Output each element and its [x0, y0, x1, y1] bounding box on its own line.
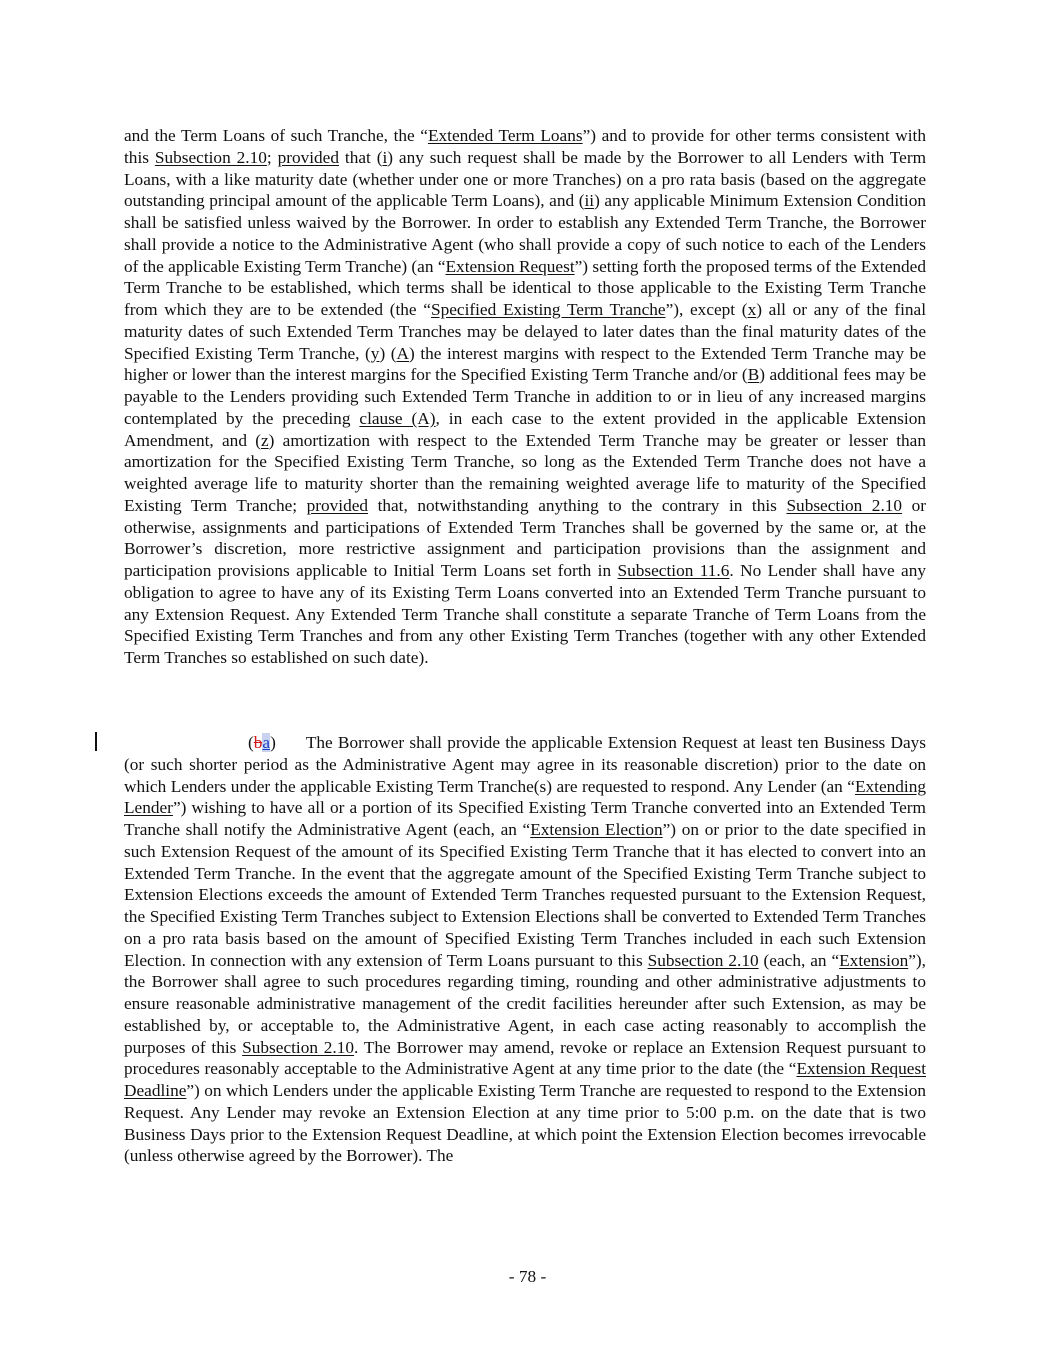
defined-term-extension-request: Extension Request	[445, 256, 575, 276]
paren-close: )	[270, 733, 276, 752]
text-run: ) any applicable Minimum Extension Condition shall be satisfied unless waived by the Borrower. In order to establish any Extended Term Tranche, the Borrower shall provide a notice to the Administrative Agent (who shall provide a copy of such notice to each of the Lenders of the applicable Existing Term Tranche) (an “	[124, 191, 926, 276]
paren-open: (	[248, 733, 254, 752]
clause-marker-z: z	[260, 430, 269, 450]
clause-marker-i: i	[382, 147, 388, 167]
text-run: ) all or any of the final maturity dates of such Extended Term Tranches may be delayed to later dates than the final maturity dates of the Specified Existing Term Tranche, (	[124, 300, 927, 363]
defined-term-extension-request-deadline: Extension Request Deadline	[124, 1059, 926, 1100]
deleted-section-letter: b	[253, 733, 263, 752]
text-run: (each, an “	[758, 950, 840, 970]
defined-term-extended-term-loans: Extended Term Loans	[427, 126, 583, 145]
cross-reference-subsection-2-10: Subsection 2.10	[154, 147, 267, 167]
clause-marker-a: A	[396, 343, 409, 363]
text-run: . No Lender shall have any obligation to agree to have any of its Existing Term Loans converted into an Extended Term Tranche pursuant to any Extension Request. Any Extended Term Tranche shall constitute a separate Tranche of Term Loans from the Specified Existing Term Tranches and from any other Existing Term Tranches (together with any other Extended Term Tranches so established on such date).	[124, 561, 927, 667]
text-run: ”), except (	[665, 300, 748, 319]
text-run: that, notwithstanding anything to the contrary in this	[368, 495, 787, 515]
text-run: ) amortization with respect to the Extended Term Tranche may be greater or lesser than amortization for the Specified Existing Term Tranche, so long as the Extended Term Tranche does not have a weighted average life to maturity shorter than the remaining weighted average life to maturity of the Specified Existing Term Tranche;	[124, 430, 926, 515]
cross-reference-clause-a: clause (A)	[359, 408, 436, 428]
text-run: ;	[266, 147, 278, 167]
cross-reference-subsection-11-6: Subsection 11.6	[617, 561, 730, 580]
defined-term-extension-election: Extension Election	[530, 820, 663, 839]
cross-reference-subsection-2-10: Subsection 2.10	[242, 1037, 355, 1057]
text-run: ) any such request shall be made by the Borrower to all Lenders with Term Loans, with a like maturity date (whether under one or more Tranches) on a pro rata basis (based on the aggregate outstanding principal amount of the applicable Term Loans), and (	[124, 147, 927, 211]
text-run: ”) and to provide for other terms consistent with this	[124, 126, 926, 167]
text-run: ”) setting forth the proposed terms of the Extended Term Tranche to be established, which terms shall be identical to those applicable to the Existing Term Tranche from which they are to be extended (the “	[124, 256, 926, 319]
proviso-term: provided	[277, 147, 339, 167]
text-run: ”) on which Lenders under the applicable Existing Term Tranche are requested to respond to the Extension Request. Any Lender may revoke an Extension Election at any time prior to 5:00 p.m. on the date that is two Business Days prior to the Extension Request Deadline, at which point the Extension Election becomes irrevocable (unless otherwise agreed by the Borrower). The	[124, 1081, 926, 1166]
text-run: ”), the Borrower shall agree to such procedures regarding timing, rounding and other administrative adjustments to ensure reasonable administrative management of the credit facilities hereunder after such Extension, as may be established by, or acceptable to, the Administrative Agent, in each case acting reasonably to accomplish the purposes of this	[124, 950, 926, 1057]
text-run: ) (	[379, 343, 397, 363]
text-run: ”) on or prior to the date specified in such Extension Request of the amount of its Specified Existing Term Tranche that it has elected to convert into an Extended Term Tranche. In the event that the aggregate amount of the Specified Existing Term Tranche subject to Extension Elections exceeds the amount of Extended Term Tranches requested pursuant to the Extension Request, the Specified Existing Term Tranches subject to Extension Elections shall be converted to Extended Term Tranches on a pro rata basis based on the amount of Specified Existing Term Tranches included in each such Extension Election. In connection with any extension of Term Loans pursuant to this	[124, 820, 926, 970]
text-run: ) additional fees may be payable to the Lenders providing such Extended Term Tranche in addition to or in lieu of any increased margins contemplated by the preceding	[124, 365, 926, 428]
defined-term-specified-existing-term-tranche: Specified Existing Term Tranche	[430, 300, 666, 319]
paragraph-extended-term-loans	[124, 125, 926, 669]
cross-reference-subsection-2-10: Subsection 2.10	[647, 950, 759, 970]
proviso-term: provided	[306, 495, 369, 515]
paragraph-extension-request-procedure	[124, 732, 926, 1167]
clause-marker-y: y	[370, 343, 380, 363]
cross-reference-subsection-2-10: Subsection 2.10	[786, 495, 903, 515]
clause-marker-b: B	[747, 365, 760, 385]
text-run: ”) wishing to have all or a portion of its Specified Existing Term Tranche converted into an Extended Term Tranche shall notify the Administrative Agent (each, an “	[124, 798, 926, 839]
inserted-section-letter: a	[262, 733, 271, 752]
text-run: , in each case to the extent provided in the applicable Extension Amendment, and (	[124, 408, 926, 450]
clause-marker-x: x	[747, 300, 757, 319]
text-run: The Borrower shall provide the applicable Extension Request at least ten Business Days (or such shorter period as the Administrative Agent may agree in its reasonable discretion) prior to the date on which Lenders under the applicable Existing Term Tranche(s) are requested to respond. Any Lender (an “	[124, 733, 926, 796]
text-run: that (	[339, 147, 383, 167]
text-run: ) the interest margins with respect to the Extended Term Tranche may be higher or lower than the interest margins for the Specified Existing Term Tranche and/or (	[124, 343, 926, 385]
clause-marker-ii: ii	[584, 191, 595, 211]
page-number: - 78 -	[508, 1267, 547, 1286]
defined-term-extension: Extension	[839, 950, 909, 970]
text-run: or otherwise, assignments and participations of Extended Term Tranches shall be governed by the same or, at the Borrower’s discretion, more restrictive assignment and participation provisions than the assignment and participation provisions applicable to Initial Term Loans set forth in	[124, 495, 926, 580]
revision-change-bar	[95, 732, 97, 751]
section-marker	[248, 733, 276, 752]
text-run: and the Term Loans of such Tranche, the “	[124, 126, 428, 145]
text-run: . The Borrower may amend, revoke or replace an Extension Request pursuant to procedures reasonably acceptable to the Administrative Agent at any time prior to the date (the “	[124, 1037, 927, 1079]
defined-term-extending-lender: Extending Lender	[124, 776, 926, 818]
